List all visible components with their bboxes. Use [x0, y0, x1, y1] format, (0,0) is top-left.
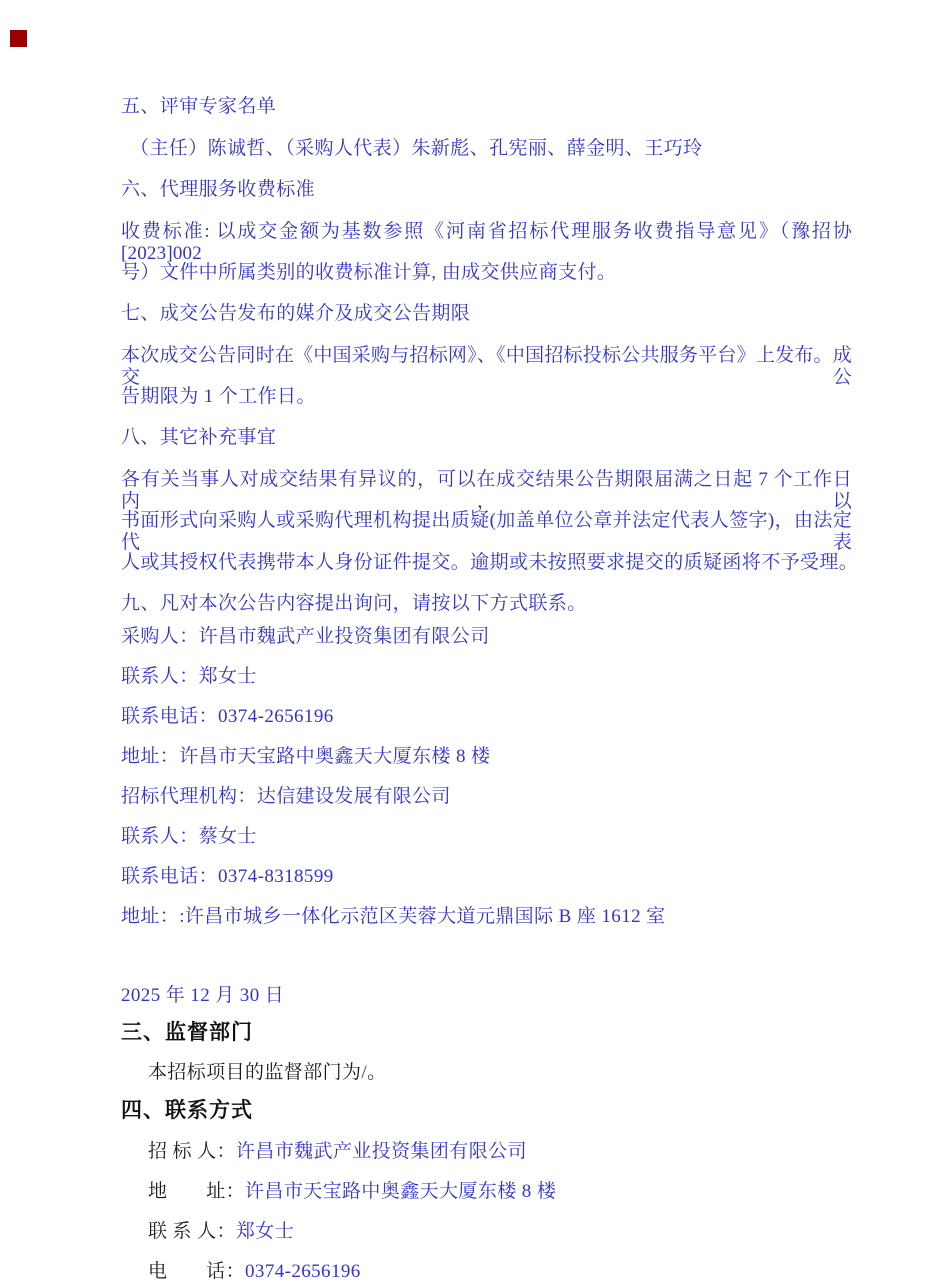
purchaser-phone: 联系电话：0374-2656196 — [121, 706, 334, 727]
contact-value: 0374-2656196 — [245, 1261, 361, 1282]
notice-date: 2025 年 12 月 30 日 — [121, 985, 285, 1006]
contact-row-bidder — [148, 1141, 527, 1163]
agency-phone: 联系电话：0374-8318599 — [121, 866, 334, 887]
objection-line1: 各有关当事人对成交结果有异议的，可以在成交结果公告期限届满之日起 7 个工作日内，以 — [121, 469, 852, 512]
supervision-heading: 三、监督部门 — [121, 1021, 253, 1044]
section5-heading: 五、评审专家名单 — [121, 96, 277, 117]
contact-label: 地 址： — [148, 1181, 246, 1202]
contact-value: 许昌市魏武产业投资集团有限公司 — [235, 1141, 527, 1162]
media-line2: 告期限为 1 个工作日。 — [121, 386, 316, 407]
contact-label: 电 话： — [148, 1261, 246, 1282]
purchaser-address: 地址：许昌市天宝路中奥鑫天大厦东楼 8 楼 — [121, 746, 491, 767]
purchaser-contact: 联系人：郑女士 — [121, 666, 257, 687]
supervision-slash: / — [361, 1062, 368, 1083]
section7-heading: 七、成交公告发布的媒介及成交公告期限 — [121, 303, 471, 324]
supervision-body — [148, 1062, 387, 1084]
contact-label: 联 系 人： — [148, 1221, 236, 1242]
agency-name: 招标代理机构：达信建设发展有限公司 — [121, 786, 451, 807]
contact-heading: 四、联系方式 — [121, 1099, 253, 1122]
contact-row-person — [148, 1221, 294, 1243]
objection-line2: 书面形式向采购人或采购代理机构提出质疑(加盖单位公章并法定代表人签字)，由法定代表 — [121, 510, 852, 553]
contact-row-phone — [148, 1261, 361, 1283]
contact-value: 许昌市天宝路中奥鑫天大厦东楼 8 楼 — [245, 1181, 557, 1202]
experts-list: （主任）陈诚哲、（采购人代表）朱新彪、孔宪丽、薛金明、王巧玲 — [130, 138, 703, 159]
fee-standard-line1: 收费标准: 以成交金额为基数参照《河南省招标代理服务收费指导意见》（豫招协[2023]002 — [121, 221, 852, 264]
contact-value: 郑女士 — [235, 1221, 295, 1242]
objection-line3: 人或其授权代表携带本人身份证件提交。逾期或未按照要求提交的质疑函将不予受理。 — [121, 552, 859, 573]
supervision-period: 。 — [367, 1062, 387, 1083]
image-placeholder-marker — [10, 30, 27, 47]
agency-contact: 联系人：蔡女士 — [121, 826, 257, 847]
media-line1: 本次成交公告同时在《中国采购与招标网》、《中国招标投标公共服务平台》上发布。成交公 — [121, 345, 852, 388]
contact-row-address — [148, 1181, 556, 1203]
supervision-text: 本招标项目的监督部门为 — [148, 1062, 362, 1083]
agency-address: 地址：:许昌市城乡一体化示范区芙蓉大道元鼎国际 B 座 1612 室 — [121, 906, 666, 927]
section8-heading: 八、其它补充事宜 — [121, 427, 277, 448]
purchaser-name: 采购人：许昌市魏武产业投资集团有限公司 — [121, 626, 490, 647]
contact-label: 招 标 人： — [148, 1141, 236, 1162]
section9-heading: 九、凡对本次公告内容提出询问，请按以下方式联系。 — [121, 593, 587, 614]
fee-standard-line2: 号）文件中所属类别的收费标准计算, 由成交供应商支付。 — [121, 262, 617, 283]
section6-heading: 六、代理服务收费标准 — [121, 179, 316, 200]
